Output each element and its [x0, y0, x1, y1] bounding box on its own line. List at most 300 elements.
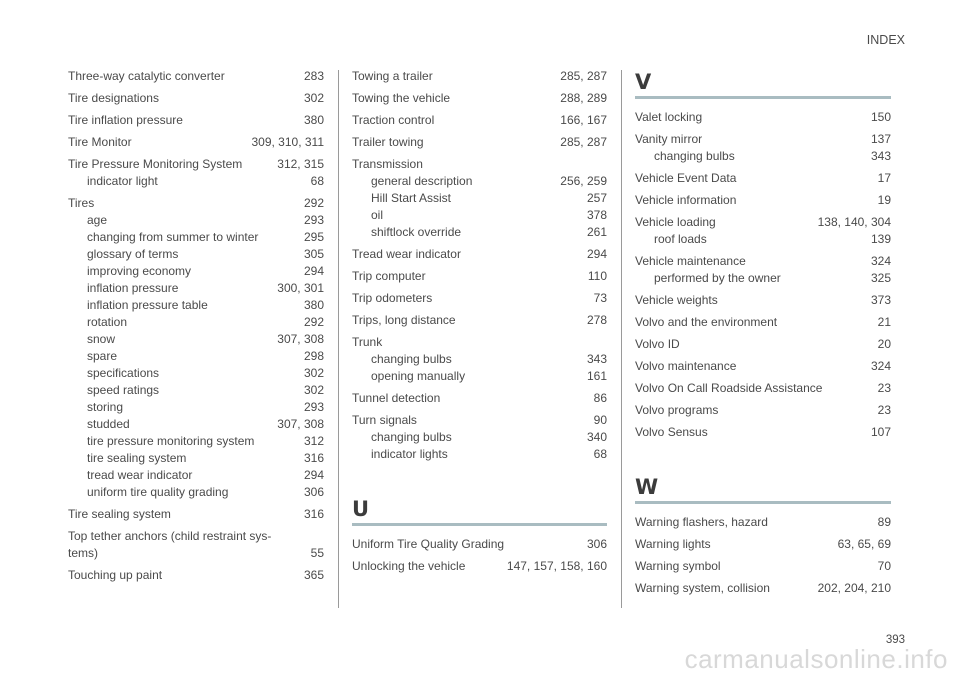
index-entry-row [352, 134, 607, 151]
page-reference: 202, 204, 210 [817, 581, 891, 595]
index-entry [635, 170, 891, 187]
page-reference: 302 [303, 366, 324, 380]
page-reference: 312, 315 [277, 157, 324, 171]
entry-term [87, 399, 304, 416]
page-reference: 261 [586, 225, 607, 239]
page-reference: 306 [303, 485, 324, 499]
entry-term-line: glossary of terms [87, 247, 179, 261]
entry-term-line: Warning flashers, hazard [635, 515, 768, 529]
entry-term [371, 190, 587, 207]
index-column-3 [635, 70, 891, 602]
index-entry [68, 112, 324, 129]
entry-term-line: Traction control [352, 113, 435, 127]
page-reference: 325 [870, 271, 891, 285]
page-reference: 300, 301 [277, 281, 324, 295]
page-reference: 161 [586, 369, 607, 383]
index-subentry [68, 314, 324, 331]
index-subentry [68, 416, 324, 433]
page-reference: 86 [593, 391, 607, 405]
entry-term [87, 348, 304, 365]
index-subentry [68, 297, 324, 314]
entry-term-line: changing from summer to winter [87, 230, 259, 244]
entry-term [87, 263, 304, 280]
entry-term [87, 450, 304, 467]
index-subentry [68, 331, 324, 348]
entry-term [87, 484, 304, 501]
entry-term [352, 112, 560, 129]
entry-term-line: Tire sealing system [68, 507, 171, 521]
index-entry [68, 528, 324, 562]
entry-term [87, 246, 304, 263]
page-reference: 17 [877, 171, 891, 185]
index-entry-row [352, 312, 607, 329]
page-reference: 294 [586, 247, 607, 261]
entry-term [654, 231, 871, 248]
entry-term-line: Uniform Tire Quality Grading [352, 537, 505, 551]
index-entry-row [352, 536, 607, 553]
entry-term-line: Volvo and the environment [635, 315, 778, 329]
index-subentry [352, 446, 607, 463]
index-entry-row [352, 558, 607, 575]
entry-term-line: storing [87, 400, 124, 414]
index-column-2 [352, 68, 607, 580]
entry-term [352, 334, 607, 351]
entry-term [68, 68, 304, 85]
entry-term-line: Trunk [352, 335, 383, 349]
page-reference: 307, 308 [277, 417, 324, 431]
index-entry-row [352, 390, 607, 407]
page-reference: 373 [870, 293, 891, 307]
entry-term [371, 368, 587, 385]
entry-term-line: Vehicle Event Data [635, 171, 737, 185]
page-reference: 302 [303, 91, 324, 105]
page-reference: 292 [303, 315, 324, 329]
page-reference: 89 [877, 515, 891, 529]
entry-term [352, 68, 560, 85]
entry-term [635, 380, 878, 397]
entry-term [635, 336, 878, 353]
index-entry [635, 380, 891, 397]
index-entry-row [352, 334, 607, 351]
entry-term [87, 229, 304, 246]
entry-term-line: Vehicle maintenance [635, 254, 746, 268]
page-reference: 380 [303, 113, 324, 127]
page-reference: 137 [870, 132, 891, 146]
page-reference: 312 [303, 434, 324, 448]
entry-term-line: Towing the vehicle [352, 91, 451, 105]
index-subentry [68, 229, 324, 246]
page-reference: 90 [593, 413, 607, 427]
index-entry [352, 536, 607, 553]
index-subentry [68, 365, 324, 382]
entry-term-line: Transmission [352, 157, 423, 171]
entry-term [68, 567, 304, 584]
entry-term-line: Warning symbol [635, 559, 721, 573]
entry-term [635, 109, 871, 126]
entry-term [654, 148, 871, 165]
entry-term [87, 173, 311, 190]
entry-term-line: Vanity mirror [635, 132, 703, 146]
entry-term [635, 402, 878, 419]
index-entry-row [635, 192, 891, 209]
entry-term-line: Trips, long distance [352, 313, 456, 327]
entry-term [635, 580, 818, 597]
index-entry-row [635, 170, 891, 187]
index-subentry [68, 484, 324, 501]
index-entry [635, 292, 891, 309]
page-reference: 107 [870, 425, 891, 439]
entry-term-line: Volvo Sensus [635, 425, 708, 439]
entry-term-line: snow [87, 332, 116, 346]
entry-term [87, 297, 304, 314]
index-subentry [68, 399, 324, 416]
page-reference: 256, 259 [560, 174, 607, 188]
entry-term-line: Turn signals [352, 413, 417, 427]
index-entry-row [68, 134, 324, 151]
entry-term-line: Trip computer [352, 269, 426, 283]
entry-term [87, 365, 304, 382]
index-entry-row [635, 109, 891, 126]
index-entry-row [635, 580, 891, 597]
watermark: carmanualsonline.info [684, 644, 948, 674]
entry-term [635, 253, 871, 270]
index-entry [635, 558, 891, 575]
entry-term-line: tems) [68, 546, 98, 560]
index-subentry [635, 231, 891, 248]
page-reference: 316 [303, 451, 324, 465]
index-subentry [352, 224, 607, 241]
entry-term-line: indicator light [87, 174, 158, 188]
entry-term-line: tire pressure monitoring system [87, 434, 255, 448]
page-reference: 138, 140, 304 [817, 215, 891, 229]
page-reference: 309, 310, 311 [251, 135, 324, 149]
index-entry [352, 90, 607, 107]
page-reference: 20 [877, 337, 891, 351]
entry-term-line: Towing a trailer [352, 69, 433, 83]
index-subentry [68, 263, 324, 280]
index-subentry [68, 246, 324, 263]
index-entry-row [635, 336, 891, 353]
index-entry [68, 195, 324, 501]
entry-term-line: Trip odometers [352, 291, 433, 305]
letter-section-v [635, 70, 891, 441]
index-entry-row [352, 156, 607, 173]
index-entry [352, 68, 607, 85]
entry-term [352, 290, 594, 307]
index-entry [635, 109, 891, 126]
entry-term [87, 382, 304, 399]
page-reference: 340 [586, 430, 607, 444]
page-reference: 283 [303, 69, 324, 83]
entry-term [371, 429, 587, 446]
page-reference: 343 [586, 352, 607, 366]
page-reference: 380 [303, 298, 324, 312]
entry-term-line: oil [371, 208, 384, 222]
entry-term [68, 112, 304, 129]
page-reference: 139 [870, 232, 891, 246]
entry-term-line: general description [371, 174, 473, 188]
page-reference: 285, 287 [560, 69, 607, 83]
index-entry [352, 390, 607, 407]
index-entry-row [352, 412, 607, 429]
index-subentry [352, 173, 607, 190]
column-divider [338, 70, 339, 608]
page-reference: 298 [303, 349, 324, 363]
entry-term-line: inflation pressure [87, 281, 179, 295]
page-reference: 288, 289 [560, 91, 607, 105]
index-entry [352, 558, 607, 575]
index-entry-row [635, 380, 891, 397]
page-reference: 293 [303, 213, 324, 227]
entry-term [352, 390, 594, 407]
page-reference: 294 [303, 264, 324, 278]
entry-term [68, 195, 304, 212]
entry-term-line: Vehicle loading [635, 215, 716, 229]
entry-term-line: Vehicle information [635, 193, 737, 207]
index-entry-row [68, 567, 324, 584]
entry-term [352, 536, 587, 553]
index-entry-row [352, 112, 607, 129]
entry-term-line: changing bulbs [371, 430, 452, 444]
index-subentry [635, 270, 891, 287]
page-reference: 285, 287 [560, 135, 607, 149]
entry-term [371, 446, 594, 463]
page-reference: 70 [877, 559, 891, 573]
index-entry-row [68, 195, 324, 212]
page-reference: 324 [870, 359, 891, 373]
index-subentry [635, 148, 891, 165]
entry-term [352, 558, 507, 575]
entry-term [87, 433, 304, 450]
page-reference: 316 [303, 507, 324, 521]
entry-term [352, 134, 560, 151]
index-entry [635, 514, 891, 531]
entry-term [87, 416, 277, 433]
page-reference: 23 [877, 381, 891, 395]
entry-term [87, 314, 304, 331]
index-column-1 [68, 68, 324, 589]
entry-term-line: changing bulbs [654, 149, 735, 163]
index-subentry [68, 280, 324, 297]
entry-term [635, 514, 878, 531]
column-divider [621, 70, 622, 608]
index-entry-row [635, 292, 891, 309]
index-entry-row [352, 290, 607, 307]
index-entry-row [635, 536, 891, 553]
index-entry-row [352, 68, 607, 85]
entry-term [635, 558, 878, 575]
index-entry [68, 567, 324, 584]
entry-term-line: indicator lights [371, 447, 448, 461]
page-reference: 302 [303, 383, 324, 397]
entry-term [352, 156, 607, 173]
entry-term-line: Warning system, collision [635, 581, 770, 595]
entry-term [635, 358, 871, 375]
index-subentry [352, 368, 607, 385]
page-reference: 68 [593, 447, 607, 461]
index-entry [352, 412, 607, 463]
entry-term-line: Tread wear indicator [352, 247, 461, 261]
entry-term-line: Volvo programs [635, 403, 719, 417]
index-entry-row [352, 268, 607, 285]
entry-term-line: Valet locking [635, 110, 703, 124]
entry-term [87, 331, 277, 348]
entry-term [371, 224, 587, 241]
page-reference: 55 [310, 546, 324, 560]
index-entry [635, 580, 891, 597]
index-subentry [68, 433, 324, 450]
entry-term-line: studded [87, 417, 130, 431]
entry-term-line: roof loads [654, 232, 707, 246]
index-entry [635, 131, 891, 165]
index-subentry [68, 467, 324, 484]
entry-term-line: Trailer towing [352, 135, 424, 149]
index-entry [635, 214, 891, 248]
entry-term-line: spare [87, 349, 118, 363]
entry-term [635, 131, 871, 148]
index-entry [352, 134, 607, 151]
entry-term [371, 173, 560, 190]
entry-term [352, 268, 588, 285]
entry-term [87, 280, 277, 297]
entry-term-line: rotation [87, 315, 128, 329]
index-entry-row [635, 253, 891, 270]
page-reference: 324 [870, 254, 891, 268]
page-reference: 166, 167 [560, 113, 607, 127]
entry-term [371, 351, 587, 368]
entry-term [68, 90, 304, 107]
entry-term-line: Three-way catalytic converter [68, 69, 225, 83]
page-reference: 378 [586, 208, 607, 222]
page-number: 393 [885, 634, 905, 646]
index-subentry [352, 207, 607, 224]
entry-term [352, 412, 594, 429]
section-letter: V [635, 70, 891, 99]
entry-term-line: Tire inflation pressure [68, 113, 183, 127]
page-reference: 294 [303, 468, 324, 482]
index-entry [68, 134, 324, 151]
entry-term-line: speed ratings [87, 383, 160, 397]
entry-term [87, 212, 304, 229]
entry-term [352, 90, 560, 107]
index-subentry [68, 450, 324, 467]
index-entry [635, 314, 891, 331]
letter-section-u [352, 497, 607, 575]
page-reference: 343 [870, 149, 891, 163]
index-entry-row [68, 112, 324, 129]
entry-term [635, 424, 871, 441]
page-reference: 295 [303, 230, 324, 244]
entry-term-line: Vehicle weights [635, 293, 718, 307]
entry-term [68, 528, 311, 562]
index-subentry [352, 429, 607, 446]
index-entry-row [68, 156, 324, 173]
section-letter: W [635, 475, 891, 504]
page-reference: 23 [877, 403, 891, 417]
entry-term-line: age [87, 213, 108, 227]
index-entry-row [68, 506, 324, 523]
entry-term-line: performed by the owner [654, 271, 781, 285]
index-entry [635, 192, 891, 209]
running-header: INDEX [866, 33, 905, 47]
page-reference: 150 [870, 110, 891, 124]
index-entry [352, 268, 607, 285]
index-entry [352, 156, 607, 241]
page-reference: 305 [303, 247, 324, 261]
entry-term-line: Unlocking the vehicle [352, 559, 466, 573]
index-entry-row [635, 314, 891, 331]
entry-term-line: Tunnel detection [352, 391, 441, 405]
index-entry-row [68, 528, 324, 562]
letter-section-w [635, 475, 891, 597]
entry-term-line: Warning lights [635, 537, 711, 551]
page-reference: 63, 65, 69 [837, 537, 891, 551]
entry-term-line: Touching up paint [68, 568, 163, 582]
entry-term-line: Tire Pressure Monitoring System [68, 157, 243, 171]
index-entry-row [352, 90, 607, 107]
index-entry-row [635, 402, 891, 419]
entry-term [635, 170, 878, 187]
page-reference: 278 [586, 313, 607, 327]
entry-term-line: Volvo ID [635, 337, 680, 351]
entry-term-line: specifications [87, 366, 160, 380]
page-reference: 73 [593, 291, 607, 305]
entry-term [635, 214, 818, 231]
entry-term-line: uniform tire quality grading [87, 485, 229, 499]
page-reference: 307, 308 [277, 332, 324, 346]
index-subentry [68, 212, 324, 229]
entry-term-line: changing bulbs [371, 352, 452, 366]
index-entry [68, 156, 324, 190]
entry-term-line: tread wear indicator [87, 468, 193, 482]
entry-term-line: improving economy [87, 264, 192, 278]
index-entry-row [635, 514, 891, 531]
index-entry [635, 402, 891, 419]
index-entry [352, 112, 607, 129]
entry-term [68, 134, 251, 151]
page-reference: 19 [877, 193, 891, 207]
entry-term-line: shiftlock override [371, 225, 462, 239]
page-reference: 21 [877, 315, 891, 329]
entry-term-line: Volvo maintenance [635, 359, 737, 373]
page-reference: 68 [310, 174, 324, 188]
index-entry [352, 312, 607, 329]
index-entry [635, 253, 891, 287]
entry-term-line: opening manually [371, 369, 466, 383]
page-reference: 293 [303, 400, 324, 414]
index-entry [68, 68, 324, 85]
entry-term [635, 292, 871, 309]
section-letter: U [352, 497, 607, 526]
entry-term-line: Tires [68, 196, 95, 210]
entry-term [654, 270, 871, 287]
index-entry [68, 506, 324, 523]
entry-term-line: inflation pressure table [87, 298, 208, 312]
entry-term [635, 192, 878, 209]
index-entry-row [635, 424, 891, 441]
index-entry [352, 290, 607, 307]
index-entry-row [352, 246, 607, 263]
page-reference: 365 [303, 568, 324, 582]
index-entry-row [635, 214, 891, 231]
entry-term [68, 506, 304, 523]
entry-term-line: Volvo On Call Roadside Assistance [635, 381, 823, 395]
page-reference: 147, 157, 158, 160 [506, 559, 607, 573]
page-reference: 110 [587, 269, 607, 283]
page-reference: 292 [303, 196, 324, 210]
entry-term [352, 312, 587, 329]
index-entry [68, 90, 324, 107]
